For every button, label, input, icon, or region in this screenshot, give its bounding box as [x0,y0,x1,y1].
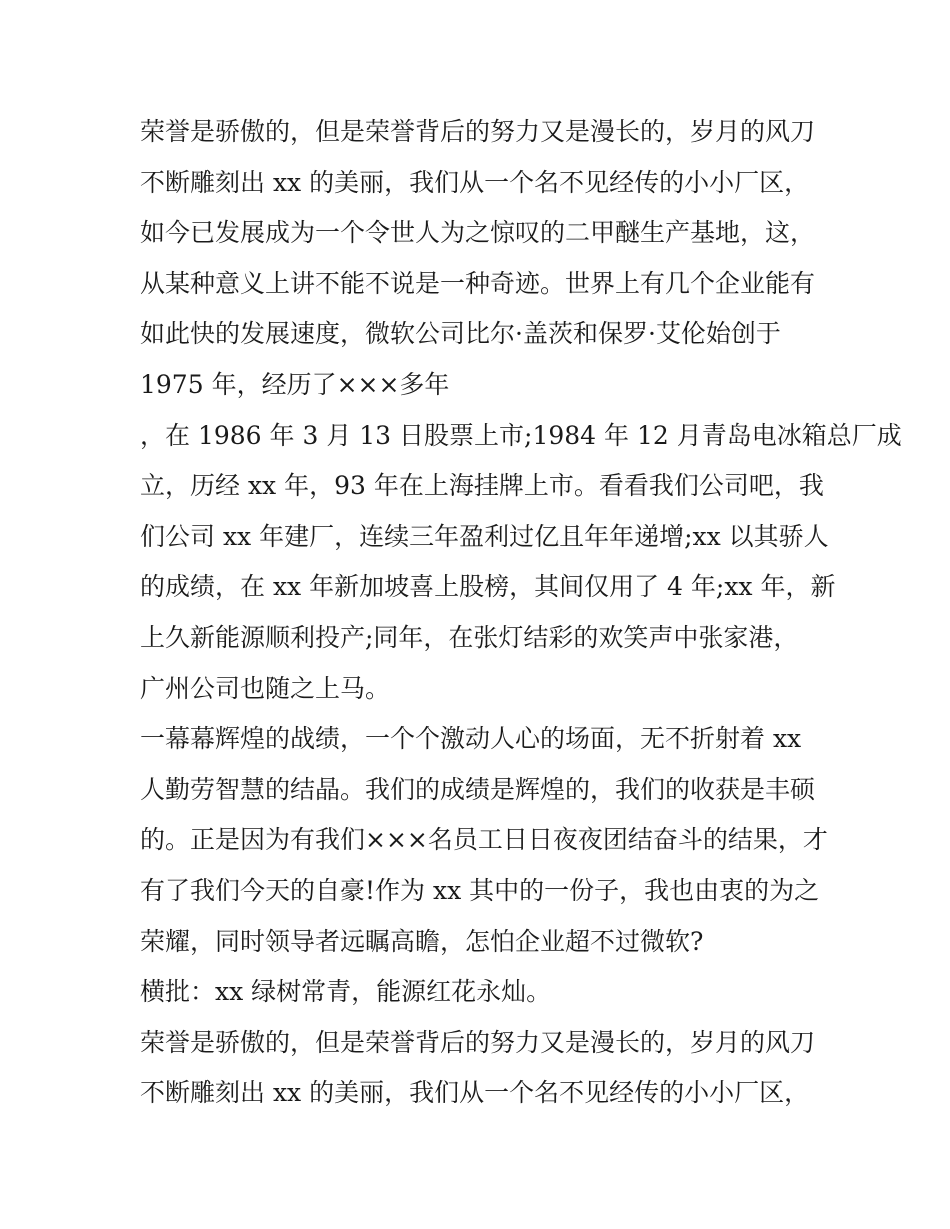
text-line: 广州公司也随之上马。 [140,673,391,703]
text-line: 一幕幕辉煌的战绩，一个个激动人心的场面，无不折射着 xx [140,724,802,754]
text-line: 们公司 xx 年建厂，连续三年盈利过亿且年年递增;xx 以其骄人 [140,521,829,551]
text-line: 如此快的发展速度，微软公司比尔·盖茨和保罗·艾伦始创于 [140,319,781,349]
text-line: 上久新能源顺利投产;同年，在张灯结彩的欢笑声中张家港， [140,622,799,652]
text-line: 人勤劳智慧的结晶。我们的成绩是辉煌的，我们的收获是丰硕 [140,774,816,804]
text-line: 1975 年，经历了×××多年 [140,369,450,399]
text-line: 荣誉是骄傲的，但是荣誉背后的努力又是漫长的，岁月的风刀 [140,117,816,146]
text-line: 有了我们今天的自豪!作为 xx 其中的一份子，我也由衷的为之 [140,875,820,905]
text-line: 的。正是因为有我们×××名员工日日夜夜团结奋斗的结果，才 [140,825,828,855]
text-line: 荣誉是骄傲的，但是荣誉背后的努力又是漫长的，岁月的风刀 [140,1027,816,1057]
text-line: 横批：xx 绿树常青，能源红花永灿。 [140,977,552,1007]
text-line: 的成绩，在 xx 年新加坡喜上股榜，其间仅用了 4 年;xx 年，新 [140,572,836,602]
text-line: 立，历经 xx 年，93 年在上海挂牌上市。看看我们公司吧，我 [140,471,824,501]
text-line: ，在 1986 年 3 月 13 日股票上市;1984 年 12 月青岛电冰箱总厂成 [140,420,902,450]
text-line: 从某种意义上讲不能不说是一种奇迹。世界上有几个企业能有 [140,268,816,298]
text-line: 不断雕刻出 xx 的美丽，我们从一个名不见经传的小小厂区， [140,167,810,197]
body-text [140,107,902,1119]
text-line: 如今已发展成为一个令世人为之惊叹的二甲醚生产基地，这， [140,218,816,248]
text-line: 不断雕刻出 xx 的美丽，我们从一个名不见经传的小小厂区， [140,1078,810,1108]
text-line: 荣耀，同时领导者远瞩高瞻，怎怕企业超不过微软? [140,926,704,956]
